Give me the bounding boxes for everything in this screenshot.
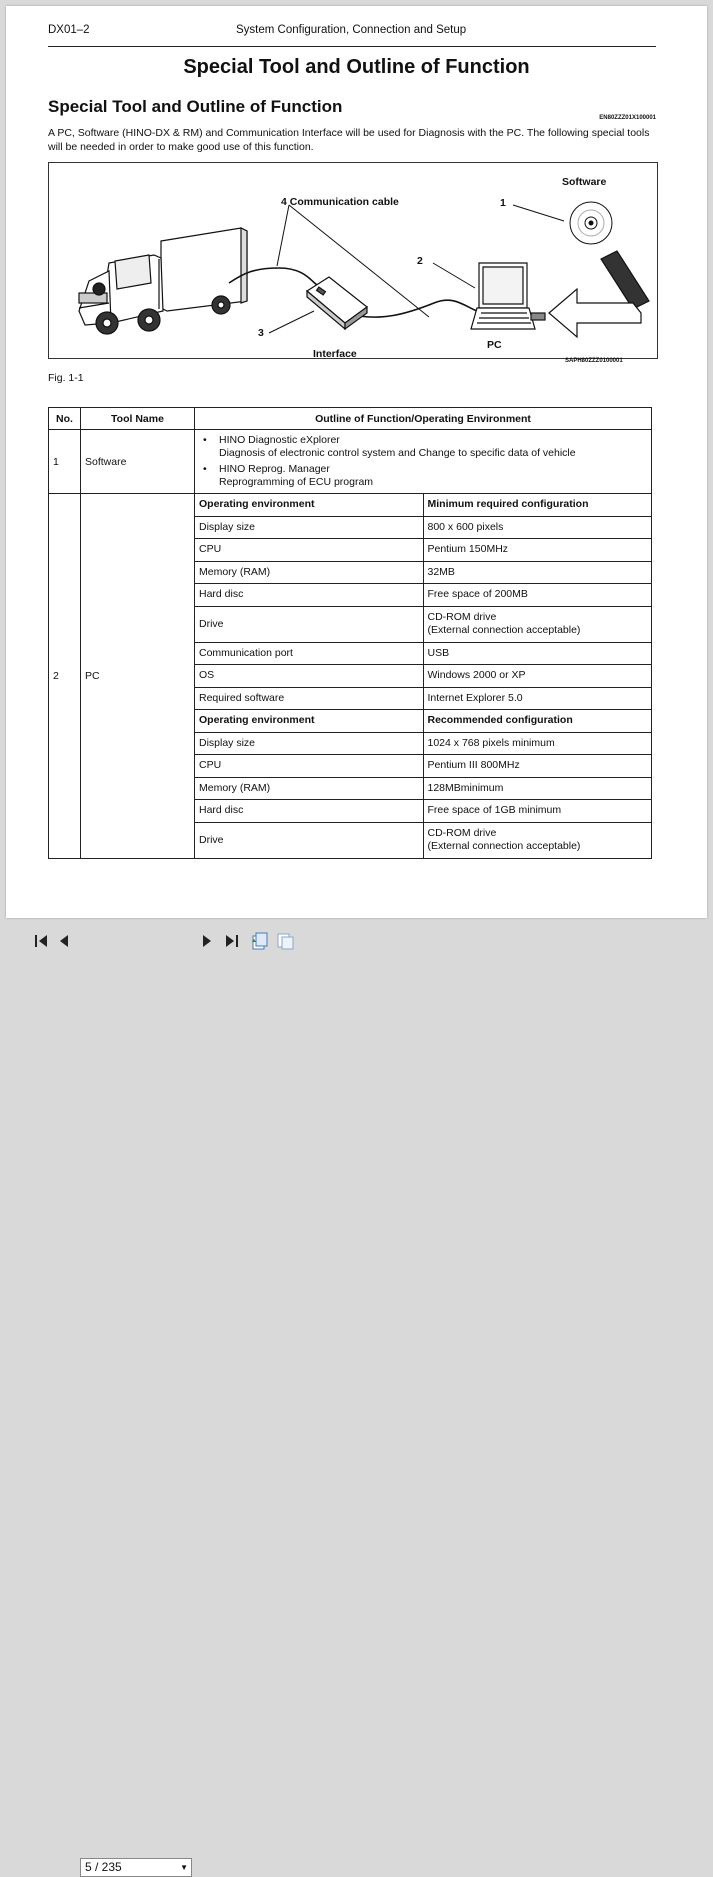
env-value	[423, 822, 651, 858]
env-header-value	[423, 494, 651, 516]
figure-label-communication-cable: 4 Communication cable	[281, 196, 399, 208]
table-row	[195, 755, 651, 778]
env-value-line: (External connection acceptable)	[427, 840, 581, 852]
table-row	[195, 516, 651, 539]
previous-page-icon[interactable]	[59, 934, 69, 948]
page-title: Special Tool and Outline of Function	[183, 56, 530, 78]
first-page-icon[interactable]	[34, 934, 48, 948]
env-value-line: 128MBminimum	[427, 781, 504, 794]
figure-reference: SAPH80ZZZ0100001	[565, 358, 623, 364]
env-value	[423, 606, 651, 642]
env-value-line: Windows 2000 or XP	[427, 669, 526, 682]
env-value-line: 32MB	[427, 565, 455, 578]
install-arrow-graphic	[549, 251, 649, 337]
row-tool-name: PC	[81, 494, 195, 859]
table-row	[195, 822, 651, 858]
table-row	[195, 584, 651, 607]
row-outline	[195, 494, 652, 859]
env-value-line: USB	[427, 646, 450, 659]
env-value-line: Free space of 1GB minimum	[427, 804, 562, 817]
list-item: • HINO Diagnostic eXplorer Diagnosis of electronic control system and Change to specific data of vehicle	[219, 434, 647, 460]
figure-label-1: 1	[500, 197, 506, 209]
env-value	[423, 777, 651, 800]
env-label: Display size	[195, 732, 423, 755]
env-header-row	[195, 494, 651, 516]
env-label: Drive	[195, 822, 423, 858]
env-value	[423, 642, 651, 665]
row-number: 2	[49, 494, 81, 859]
env-value	[423, 665, 651, 688]
env-value-line: Pentium 150MHz	[427, 543, 509, 556]
last-page-icon[interactable]	[225, 934, 239, 948]
table-row	[49, 494, 652, 859]
figure-label-3: 3	[258, 327, 264, 339]
header-outline: Outline of Function/Operating Environment	[195, 408, 652, 430]
env-label: Drive	[195, 606, 423, 642]
env-header-label: Operating environment	[195, 710, 423, 733]
figure-label-software: Software	[562, 176, 607, 188]
env-value-line: Internet Explorer 5.0	[427, 691, 523, 704]
env-value	[423, 516, 651, 539]
env-value	[423, 561, 651, 584]
env-label: OS	[195, 665, 423, 688]
pdf-toolbar	[0, 926, 713, 1874]
doc-reference: EN80ZZZ01X100001	[599, 115, 656, 121]
env-value	[423, 539, 651, 562]
env-value	[423, 800, 651, 823]
tools-table	[48, 407, 652, 859]
table-row	[195, 561, 651, 584]
env-value	[423, 687, 651, 710]
figure-1-1	[48, 162, 658, 359]
row-tool-name: Software	[81, 430, 195, 494]
cd-disc	[570, 202, 612, 244]
intro-paragraph: A PC, Software (HINO-DX & RM) and Communication Interface will be used for Diagnosis with the PC. The following special tools will be needed in order to make good use of this function.	[48, 127, 650, 153]
env-value-line: (External connection acceptable)	[427, 624, 581, 636]
row-outline	[195, 430, 652, 494]
table-row	[195, 642, 651, 665]
env-label: Memory (RAM)	[195, 777, 423, 800]
page-indicator: 5 / 235	[85, 1860, 122, 1874]
table-header-row	[49, 408, 652, 430]
header-no: No.	[49, 408, 81, 430]
env-value-line: Free space of 200MB	[427, 588, 528, 601]
table-row	[195, 732, 651, 755]
table-row	[49, 430, 652, 494]
table-row	[195, 665, 651, 688]
single-page-view-icon[interactable]	[250, 932, 268, 950]
env-value	[423, 584, 651, 607]
env-label: Memory (RAM)	[195, 561, 423, 584]
page-code: DX01–2	[48, 24, 90, 36]
env-value-line: CD-ROM drive	[427, 827, 497, 839]
header-tool-name: Tool Name	[81, 408, 195, 430]
env-header-row	[195, 710, 651, 733]
env-value	[423, 732, 651, 755]
continuous-view-icon[interactable]	[276, 932, 294, 950]
env-label: Hard disc	[195, 800, 423, 823]
figure-label-2: 2	[417, 255, 423, 267]
env-label: Hard disc	[195, 584, 423, 607]
software-list	[199, 430, 647, 493]
env-value-line: 800 x 600 pixels	[427, 520, 504, 533]
page-header	[48, 24, 656, 47]
table-row	[195, 539, 651, 562]
env-label: Required software	[195, 687, 423, 710]
figure-caption: Fig. 1-1	[48, 372, 84, 384]
figure-illustration	[49, 163, 657, 358]
row-number: 1	[49, 430, 81, 494]
table-row	[195, 606, 651, 642]
env-value	[423, 755, 651, 778]
document-page	[6, 6, 707, 918]
env-label: Communication port	[195, 642, 423, 665]
env-value-line: Recommended configuration	[427, 714, 573, 727]
list-item: • HINO Reprog. Manager Reprogramming of ECU program	[219, 463, 647, 489]
env-value-line: Minimum required configuration	[427, 498, 589, 511]
env-label: Display size	[195, 516, 423, 539]
laptop-illustration	[471, 263, 545, 329]
section-heading: Special Tool and Outline of Function	[48, 97, 343, 116]
next-page-icon[interactable]	[202, 934, 212, 948]
page-number-select[interactable]	[80, 1858, 192, 1877]
env-header-label: Operating environment	[195, 494, 423, 516]
env-value-line: 1024 x 768 pixels minimum	[427, 736, 555, 749]
env-value-line: Pentium III 800MHz	[427, 759, 520, 772]
truck-illustration	[79, 228, 247, 334]
section-title: System Configuration, Connection and Setup	[236, 24, 467, 36]
figure-label-interface: Interface	[313, 348, 357, 360]
environment-table	[195, 494, 651, 858]
interface-device	[307, 277, 367, 329]
table-row	[195, 777, 651, 800]
env-label: CPU	[195, 755, 423, 778]
chevron-down-icon: ▼	[180, 1863, 188, 1872]
table-row	[195, 687, 651, 710]
figure-label-pc: PC	[487, 339, 502, 351]
env-label: CPU	[195, 539, 423, 562]
env-header-value	[423, 710, 651, 733]
table-row	[195, 800, 651, 823]
env-value-line: CD-ROM drive	[427, 611, 497, 623]
